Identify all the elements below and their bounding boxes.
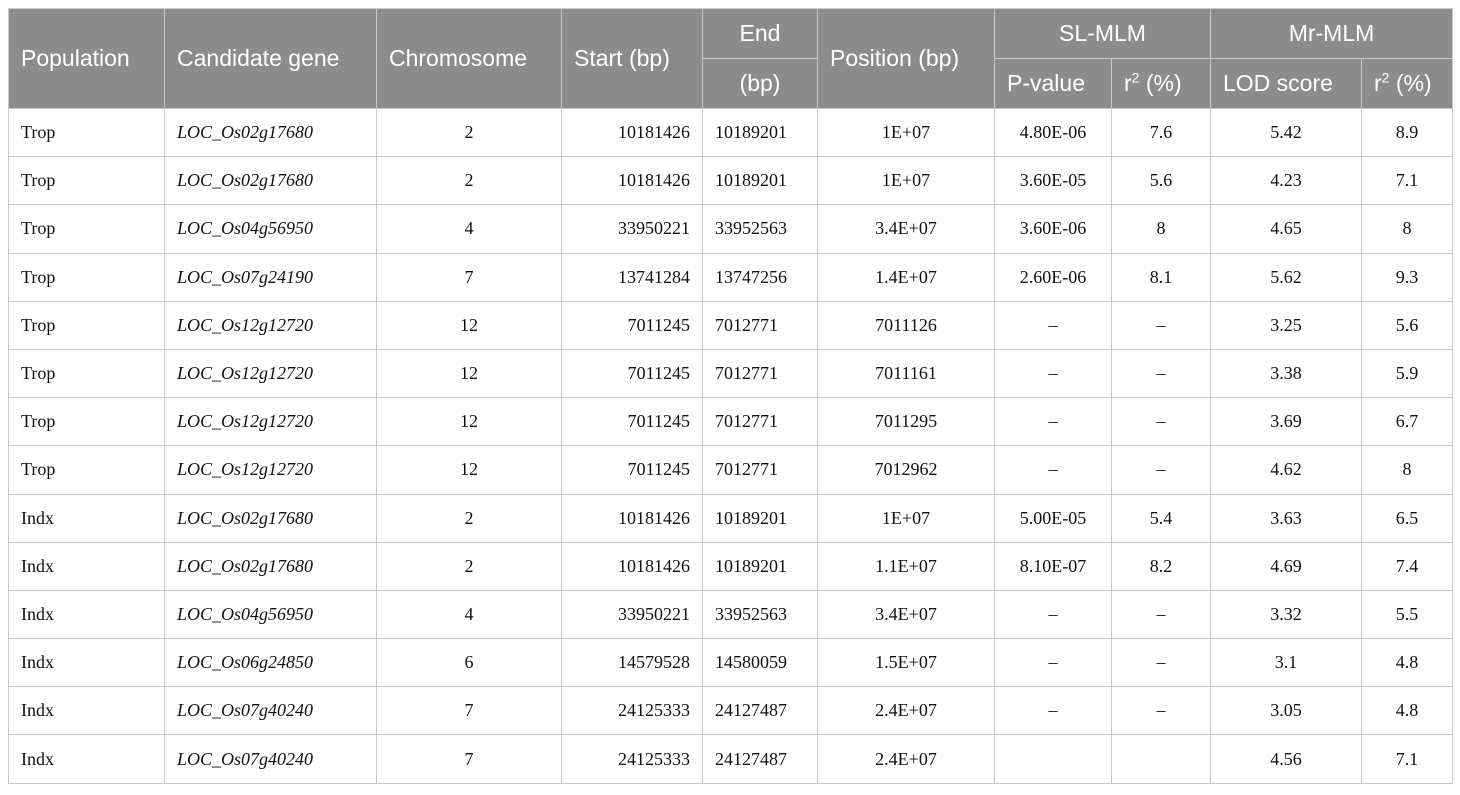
cell-start: 13741284	[562, 253, 703, 301]
cell-end: 7012771	[703, 301, 818, 349]
cell-population: Indx	[9, 735, 165, 783]
cell-start: 10181426	[562, 109, 703, 157]
cell-r2-sl: 5.6	[1112, 157, 1211, 205]
table-row	[9, 349, 1453, 397]
cell-r2-sl: 8.2	[1112, 542, 1211, 590]
cell-start: 24125333	[562, 687, 703, 735]
table-row	[9, 446, 1453, 494]
cell-end: 7012771	[703, 446, 818, 494]
header-mr-mlm: Mr-MLM	[1211, 9, 1453, 59]
cell-chromosome: 12	[377, 446, 562, 494]
cell-candidate-gene: LOC_Os07g24190	[165, 253, 377, 301]
cell-position: 7012962	[818, 446, 995, 494]
cell-start: 14579528	[562, 639, 703, 687]
cell-r2-mr: 7.1	[1362, 735, 1453, 783]
cell-lod-score: 3.05	[1211, 687, 1362, 735]
table-row	[9, 542, 1453, 590]
cell-p-value	[995, 735, 1112, 783]
table-row	[9, 735, 1453, 783]
cell-end: 24127487	[703, 687, 818, 735]
cell-p-value: 3.60E-05	[995, 157, 1112, 205]
cell-position: 3.4E+07	[818, 590, 995, 638]
cell-r2-sl: –	[1112, 301, 1211, 349]
cell-p-value: 8.10E-07	[995, 542, 1112, 590]
cell-candidate-gene: LOC_Os02g17680	[165, 542, 377, 590]
table-row	[9, 253, 1453, 301]
table-row	[9, 398, 1453, 446]
cell-end: 33952563	[703, 205, 818, 253]
table-row	[9, 639, 1453, 687]
cell-lod-score: 3.63	[1211, 494, 1362, 542]
cell-position: 1.4E+07	[818, 253, 995, 301]
cell-r2-sl: 8	[1112, 205, 1211, 253]
cell-r2-mr: 7.1	[1362, 157, 1453, 205]
cell-lod-score: 3.1	[1211, 639, 1362, 687]
cell-p-value: –	[995, 687, 1112, 735]
cell-position: 7011161	[818, 349, 995, 397]
cell-r2-mr: 5.6	[1362, 301, 1453, 349]
cell-chromosome: 12	[377, 301, 562, 349]
cell-r2-sl: –	[1112, 590, 1211, 638]
cell-population: Indx	[9, 687, 165, 735]
cell-candidate-gene: LOC_Os07g40240	[165, 735, 377, 783]
cell-candidate-gene: LOC_Os02g17680	[165, 109, 377, 157]
cell-candidate-gene: LOC_Os07g40240	[165, 687, 377, 735]
cell-start: 7011245	[562, 398, 703, 446]
cell-population: Indx	[9, 494, 165, 542]
cell-chromosome: 2	[377, 109, 562, 157]
cell-r2-mr: 7.4	[1362, 542, 1453, 590]
cell-lod-score: 5.62	[1211, 253, 1362, 301]
cell-position: 2.4E+07	[818, 735, 995, 783]
cell-r2-sl: 7.6	[1112, 109, 1211, 157]
cell-p-value: –	[995, 398, 1112, 446]
cell-r2-mr: 8.9	[1362, 109, 1453, 157]
cell-population: Trop	[9, 109, 165, 157]
cell-position: 7011126	[818, 301, 995, 349]
cell-population: Trop	[9, 398, 165, 446]
cell-p-value: 2.60E-06	[995, 253, 1112, 301]
cell-candidate-gene: LOC_Os04g56950	[165, 590, 377, 638]
cell-position: 1E+07	[818, 109, 995, 157]
r2-suffix: (%)	[1139, 70, 1182, 96]
cell-lod-score: 3.32	[1211, 590, 1362, 638]
cell-chromosome: 7	[377, 735, 562, 783]
cell-start: 10181426	[562, 157, 703, 205]
cell-lod-score: 4.69	[1211, 542, 1362, 590]
table-row	[9, 301, 1453, 349]
cell-position: 1.1E+07	[818, 542, 995, 590]
cell-position: 3.4E+07	[818, 205, 995, 253]
cell-population: Trop	[9, 205, 165, 253]
r2-superscript: 2	[1131, 69, 1140, 86]
cell-chromosome: 2	[377, 494, 562, 542]
cell-candidate-gene: LOC_Os12g12720	[165, 349, 377, 397]
cell-r2-mr: 4.8	[1362, 639, 1453, 687]
cell-chromosome: 4	[377, 205, 562, 253]
cell-p-value: 4.80E-06	[995, 109, 1112, 157]
cell-position: 1.5E+07	[818, 639, 995, 687]
cell-start: 7011245	[562, 301, 703, 349]
cell-p-value: –	[995, 349, 1112, 397]
cell-candidate-gene: LOC_Os04g56950	[165, 205, 377, 253]
cell-population: Trop	[9, 157, 165, 205]
cell-start: 7011245	[562, 349, 703, 397]
cell-candidate-gene: LOC_Os06g24850	[165, 639, 377, 687]
header-sl-mlm: SL-MLM	[995, 9, 1211, 59]
cell-start: 7011245	[562, 446, 703, 494]
cell-chromosome: 2	[377, 542, 562, 590]
table-row	[9, 687, 1453, 735]
table-row	[9, 205, 1453, 253]
table-body	[9, 109, 1453, 784]
cell-chromosome: 12	[377, 398, 562, 446]
cell-end: 10189201	[703, 157, 818, 205]
cell-chromosome: 4	[377, 590, 562, 638]
header-position: Position (bp)	[818, 9, 995, 109]
cell-candidate-gene: LOC_Os02g17680	[165, 157, 377, 205]
cell-lod-score: 4.23	[1211, 157, 1362, 205]
cell-chromosome: 7	[377, 253, 562, 301]
cell-r2-mr: 8	[1362, 446, 1453, 494]
cell-r2-mr: 4.8	[1362, 687, 1453, 735]
candidate-gene-table	[8, 8, 1453, 784]
cell-p-value: 5.00E-05	[995, 494, 1112, 542]
table-row	[9, 494, 1453, 542]
cell-r2-mr: 5.5	[1362, 590, 1453, 638]
cell-chromosome: 2	[377, 157, 562, 205]
cell-candidate-gene: LOC_Os12g12720	[165, 446, 377, 494]
cell-population: Trop	[9, 253, 165, 301]
table-row	[9, 109, 1453, 157]
cell-start: 10181426	[562, 494, 703, 542]
cell-end: 7012771	[703, 398, 818, 446]
header-population: Population	[9, 9, 165, 109]
r2-superscript: 2	[1381, 69, 1390, 86]
cell-population: Indx	[9, 542, 165, 590]
header-p-value: P-value	[995, 59, 1112, 109]
cell-lod-score: 4.65	[1211, 205, 1362, 253]
cell-candidate-gene: LOC_Os02g17680	[165, 494, 377, 542]
header-candidate-gene: Candidate gene	[165, 9, 377, 109]
cell-chromosome: 7	[377, 687, 562, 735]
cell-p-value: –	[995, 446, 1112, 494]
table-container	[8, 8, 1453, 784]
cell-p-value: 3.60E-06	[995, 205, 1112, 253]
header-row-1	[9, 9, 1453, 59]
table-row	[9, 590, 1453, 638]
cell-end: 13747256	[703, 253, 818, 301]
cell-population: Trop	[9, 301, 165, 349]
cell-population: Indx	[9, 590, 165, 638]
cell-p-value: –	[995, 639, 1112, 687]
cell-r2-sl: –	[1112, 398, 1211, 446]
cell-r2-mr: 8	[1362, 205, 1453, 253]
cell-lod-score: 4.62	[1211, 446, 1362, 494]
cell-chromosome: 12	[377, 349, 562, 397]
cell-chromosome: 6	[377, 639, 562, 687]
cell-candidate-gene: LOC_Os12g12720	[165, 301, 377, 349]
cell-start: 24125333	[562, 735, 703, 783]
cell-position: 7011295	[818, 398, 995, 446]
cell-r2-sl: –	[1112, 639, 1211, 687]
cell-lod-score: 5.42	[1211, 109, 1362, 157]
cell-population: Indx	[9, 639, 165, 687]
cell-r2-sl: –	[1112, 687, 1211, 735]
cell-position: 1E+07	[818, 157, 995, 205]
cell-lod-score: 3.38	[1211, 349, 1362, 397]
cell-p-value: –	[995, 301, 1112, 349]
cell-end: 10189201	[703, 109, 818, 157]
cell-r2-mr: 5.9	[1362, 349, 1453, 397]
cell-lod-score: 3.69	[1211, 398, 1362, 446]
cell-start: 33950221	[562, 205, 703, 253]
header-end-top: End	[703, 9, 818, 59]
header-r2-sl	[1112, 59, 1211, 109]
cell-r2-sl: –	[1112, 349, 1211, 397]
cell-end: 33952563	[703, 590, 818, 638]
cell-start: 10181426	[562, 542, 703, 590]
cell-population: Trop	[9, 446, 165, 494]
cell-r2-mr: 6.7	[1362, 398, 1453, 446]
cell-end: 10189201	[703, 542, 818, 590]
cell-r2-sl: 8.1	[1112, 253, 1211, 301]
table-row	[9, 157, 1453, 205]
header-r2-mr	[1362, 59, 1453, 109]
header-start: Start (bp)	[562, 9, 703, 109]
cell-population: Trop	[9, 349, 165, 397]
cell-position: 1E+07	[818, 494, 995, 542]
header-lod-score: LOD score	[1211, 59, 1362, 109]
table-header	[9, 9, 1453, 109]
cell-p-value: –	[995, 590, 1112, 638]
cell-end: 10189201	[703, 494, 818, 542]
cell-end: 14580059	[703, 639, 818, 687]
cell-r2-mr: 6.5	[1362, 494, 1453, 542]
cell-candidate-gene: LOC_Os12g12720	[165, 398, 377, 446]
cell-lod-score: 4.56	[1211, 735, 1362, 783]
cell-lod-score: 3.25	[1211, 301, 1362, 349]
cell-end: 24127487	[703, 735, 818, 783]
header-end-bottom: (bp)	[703, 59, 818, 109]
cell-end: 7012771	[703, 349, 818, 397]
cell-position: 2.4E+07	[818, 687, 995, 735]
cell-r2-sl	[1112, 735, 1211, 783]
cell-r2-mr: 9.3	[1362, 253, 1453, 301]
r2-suffix: (%)	[1389, 70, 1432, 96]
r2-base: r	[1374, 70, 1382, 96]
cell-r2-sl: 5.4	[1112, 494, 1211, 542]
r2-base: r	[1124, 70, 1132, 96]
cell-r2-sl: –	[1112, 446, 1211, 494]
cell-start: 33950221	[562, 590, 703, 638]
header-chromosome: Chromosome	[377, 9, 562, 109]
